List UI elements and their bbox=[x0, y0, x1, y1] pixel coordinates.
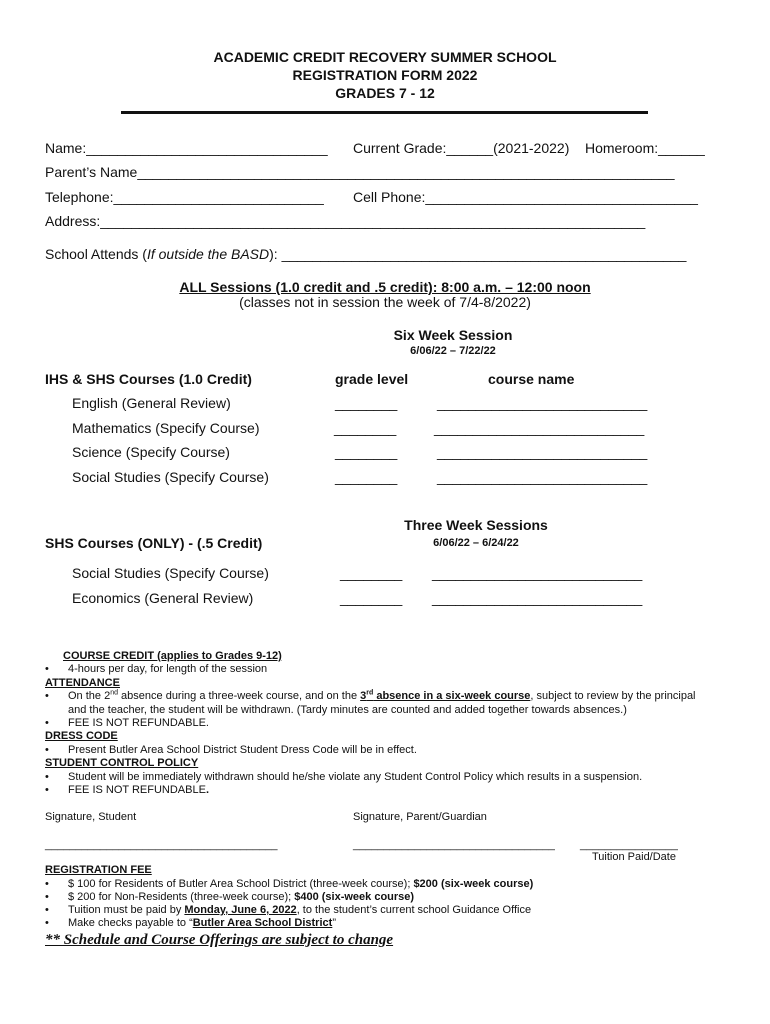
fee-nonresidents-bold: $400 (six-week course) bbox=[294, 891, 415, 903]
name-field[interactable]: Name:_______________________________ bbox=[45, 140, 328, 156]
bullet: • bbox=[45, 784, 49, 796]
school-attends-suffix: ): ____________________________________________________ bbox=[269, 246, 687, 262]
course-name-blank[interactable]: ___________________________ bbox=[437, 395, 648, 411]
grade-level-blank[interactable]: ________ bbox=[335, 444, 398, 460]
fee-not-refundable-2: FEE IS NOT REFUNDABLE. bbox=[68, 784, 209, 796]
current-grade-field[interactable]: Current Grade:______(2021-2022) bbox=[353, 140, 570, 156]
tuition-deadline bbox=[68, 904, 531, 916]
bullet: • bbox=[45, 891, 49, 903]
all-sessions-line: ALL Sessions (1.0 credit and .5 credit): 8:00 a.m. – 12:00 noon bbox=[179, 279, 591, 295]
course-credit-heading: COURSE CREDIT (applies to Grades 9-12) bbox=[63, 650, 282, 662]
fee-nonresidents bbox=[68, 891, 414, 903]
tuition-deadline-date: Monday, June 6, 2022 bbox=[184, 904, 297, 916]
fee-text: FEE IS NOT REFUNDABLE bbox=[68, 784, 206, 796]
course-credit-item: 4-hours per day, for length of the session bbox=[68, 663, 268, 675]
telephone-field[interactable]: Telephone:___________________________ bbox=[45, 189, 324, 205]
course-name-header: course name bbox=[488, 371, 575, 387]
ihs-shs-heading: IHS & SHS Courses (1.0 Credit) bbox=[45, 371, 252, 387]
signature-student-line[interactable]: ______________________________________ bbox=[45, 839, 278, 851]
three-week-title: Three Week Sessions bbox=[404, 517, 548, 533]
grades-label: GRADES 7 - 12 bbox=[335, 85, 435, 101]
attendance-sup-nd: nd bbox=[110, 689, 118, 697]
course-name-blank[interactable]: ___________________________ bbox=[437, 444, 648, 460]
course-shs-social-studies: Social Studies (Specify Course) bbox=[72, 565, 269, 581]
bullet: • bbox=[45, 904, 49, 916]
dress-code-heading: DRESS CODE bbox=[45, 730, 118, 742]
bullet: • bbox=[45, 917, 49, 929]
not-in-session-note: (classes not in session the week of 7/4-8/2022) bbox=[239, 294, 531, 310]
cell-phone-field[interactable]: Cell Phone:___________________________________ bbox=[353, 189, 698, 205]
course-english: English (General Review) bbox=[72, 395, 231, 411]
school-attends-prefix: School Attends ( bbox=[45, 246, 147, 262]
course-name-blank[interactable]: ___________________________ bbox=[432, 565, 643, 581]
grade-level-header: grade level bbox=[335, 371, 409, 387]
attendance-line2: and the teacher, the student will be withdrawn. (Tardy minutes are counted and added together towards absences.) bbox=[68, 704, 627, 716]
attendance-heading: ATTENDANCE bbox=[45, 677, 120, 689]
grade-level-blank[interactable]: ________ bbox=[340, 590, 403, 606]
fee-nonresidents-text: $ 200 for Non-Residents (three-week course); bbox=[68, 891, 295, 903]
parent-name-field[interactable]: Parent’s Name_____________________________________________________________________ bbox=[45, 164, 675, 180]
bullet: • bbox=[45, 878, 49, 890]
signature-student-label: Signature, Student bbox=[45, 811, 137, 823]
tuition-paid-line[interactable]: ________________ bbox=[580, 839, 678, 851]
bullet: • bbox=[45, 690, 49, 702]
tuition-deadline-c: , to the student’s current school Guidance Office bbox=[296, 904, 532, 916]
course-mathematics: Mathematics (Specify Course) bbox=[72, 420, 260, 436]
checks-payable-a: Make checks payable to “ bbox=[68, 917, 193, 929]
signature-parent-label: Signature, Parent/Guardian bbox=[353, 811, 487, 823]
signature-parent-line[interactable]: _________________________________ bbox=[353, 839, 555, 851]
tuition-paid-label: Tuition Paid/Date bbox=[592, 851, 676, 863]
attendance-text-a: On the 2 bbox=[68, 690, 111, 702]
course-economics: Economics (General Review) bbox=[72, 590, 254, 606]
registration-fee-heading: REGISTRATION FEE bbox=[45, 864, 152, 876]
attendance-text-d: absence in a six-week course bbox=[373, 690, 531, 702]
shs-only-heading: SHS Courses (ONLY) - (.5 Credit) bbox=[45, 535, 263, 551]
dress-code-item: Present Butler Area School District Student Dress Code will be in effect. bbox=[68, 744, 417, 756]
attendance-text-e: , subject to review by the principal bbox=[530, 690, 696, 702]
course-science: Science (Specify Course) bbox=[72, 444, 230, 460]
school-attends-field[interactable] bbox=[45, 246, 686, 262]
bullet: • bbox=[45, 771, 49, 783]
six-week-dates: 6/06/22 – 7/22/22 bbox=[410, 345, 496, 357]
form-title: ACADEMIC CREDIT RECOVERY SUMMER SCHOOL bbox=[213, 49, 557, 65]
schedule-change-notice: ** Schedule and Course Offerings are subject to change bbox=[45, 932, 394, 948]
course-name-blank[interactable]: ___________________________ bbox=[434, 420, 645, 436]
grade-level-blank[interactable]: ________ bbox=[334, 420, 397, 436]
bullet: • bbox=[45, 663, 49, 675]
bullet: • bbox=[45, 717, 49, 729]
attendance-text-b: absence during a three-week course, and on the bbox=[118, 690, 361, 702]
bullet: • bbox=[45, 744, 49, 756]
grade-level-blank[interactable]: ________ bbox=[340, 565, 403, 581]
attendance-item bbox=[68, 690, 696, 702]
attendance-sup-rd: rd bbox=[366, 689, 374, 697]
six-week-title: Six Week Session bbox=[393, 327, 513, 343]
control-policy-item: Student will be immediately withdrawn should he/she violate any Student Control Policy which results in a suspension. bbox=[68, 771, 643, 783]
grade-level-blank[interactable]: ________ bbox=[335, 469, 398, 485]
header-rule bbox=[121, 111, 648, 114]
control-policy-heading: STUDENT CONTROL POLICY bbox=[45, 757, 199, 769]
fee-residents-bold: $200 (six-week course) bbox=[413, 878, 534, 890]
homeroom-field[interactable]: Homeroom:______ bbox=[585, 140, 705, 156]
form-subtitle: REGISTRATION FORM 2022 bbox=[292, 67, 478, 83]
course-social-studies: Social Studies (Specify Course) bbox=[72, 469, 269, 485]
checks-payable bbox=[68, 917, 336, 929]
grade-level-blank[interactable]: ________ bbox=[335, 395, 398, 411]
address-field[interactable]: Address:______________________________________________________________________ bbox=[45, 213, 646, 229]
fee-residents-text: $ 100 for Residents of Butler Area School District (three-week course); bbox=[68, 878, 414, 890]
fee-residents bbox=[68, 878, 533, 890]
course-name-blank[interactable]: ___________________________ bbox=[432, 590, 643, 606]
attendance-text-c: 3 bbox=[360, 690, 367, 702]
three-week-dates: 6/06/22 – 6/24/22 bbox=[433, 537, 519, 549]
fee-not-refundable: FEE IS NOT REFUNDABLE. bbox=[68, 717, 209, 729]
tuition-deadline-a: Tuition must be paid by bbox=[68, 904, 185, 916]
checks-payable-to: Butler Area School District bbox=[192, 917, 333, 929]
course-name-blank[interactable]: ___________________________ bbox=[437, 469, 648, 485]
checks-payable-c: ” bbox=[332, 917, 336, 929]
school-attends-italic: If outside the BASD bbox=[146, 246, 270, 262]
